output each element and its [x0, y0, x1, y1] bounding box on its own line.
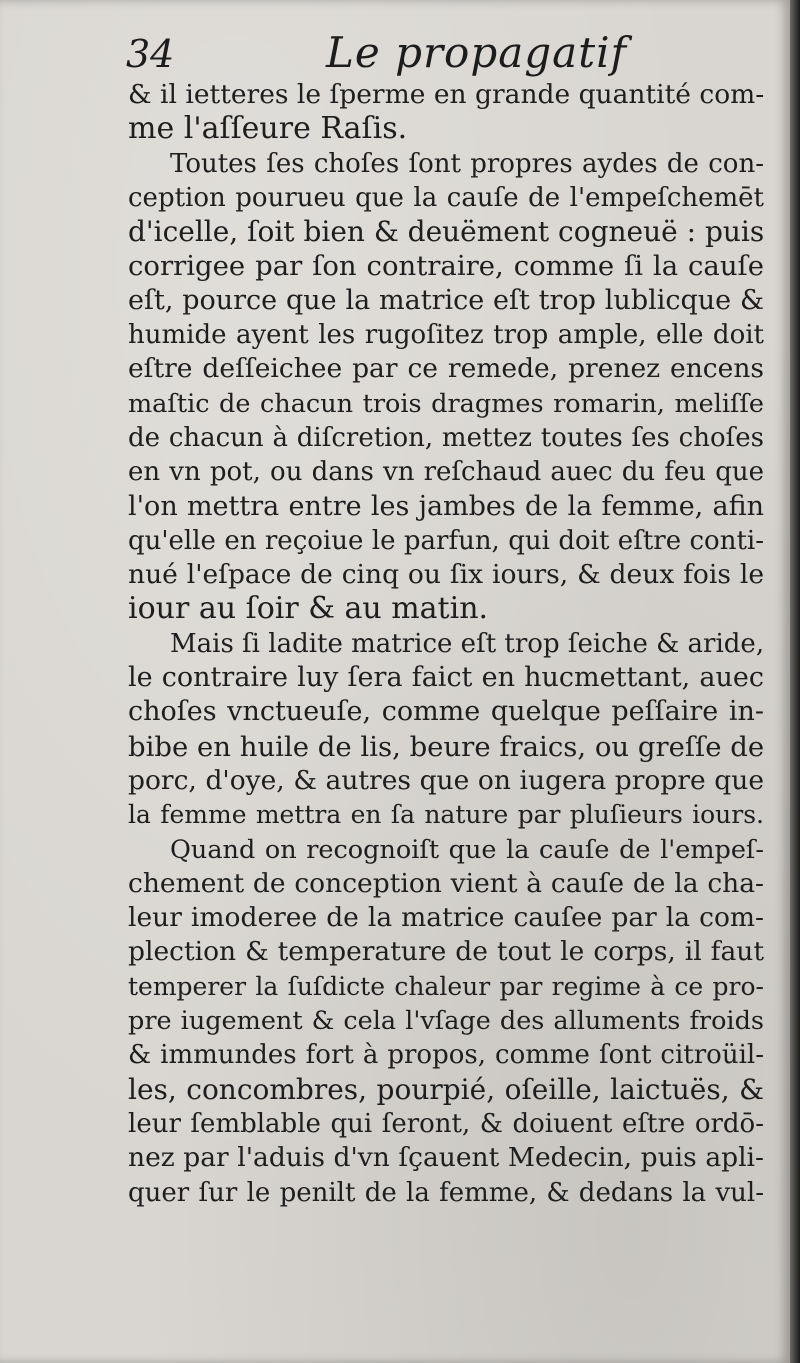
text-line: maſtic de chacun trois dragmes romarin, meliſſe: [128, 388, 764, 419]
text-line: l'on mettra entre les jambes de la femme, afin: [128, 490, 764, 522]
text-line: quer ſur le penilt de la femme, & dedans la vul-: [128, 1177, 764, 1208]
text-line: ception pourueu que la cauſe de l'empeſchemēt: [128, 182, 764, 213]
text-line: choſes vnctueuſe, comme quelque peſſaire in-: [128, 696, 764, 728]
text-line: eſtre deſſeichee par ce remede, prenez encens: [128, 353, 764, 385]
text-line: leur ſemblable qui ſeront, & doiuent eſtre ordō-: [128, 1108, 764, 1139]
text-line: leur imoderee de la matrice cauſee par la com-: [128, 902, 764, 934]
text-line: qu'elle en reçoiue le parfun, qui doit eſtre conti-: [128, 525, 764, 556]
page-number: 34: [126, 32, 175, 76]
text-line: corrigee par ſon contraire, comme ſi la cauſe: [128, 250, 764, 283]
running-title: Le propagatif: [326, 28, 628, 77]
text-line: temperer la ſuſdicte chaleur par regime à ce pro-: [128, 971, 764, 1001]
text-line: la femme mettra en ſa nature par pluſieurs iours.: [128, 800, 764, 830]
text-line: eſt, pource que la matrice eſt trop lublicque &: [128, 284, 764, 316]
text-line: iour au ſoir & au matin.: [128, 592, 489, 627]
text-line: de chacun à diſcretion, mettez toutes ſes choſes: [128, 422, 764, 453]
text-line: me l'aſſeure Raſis.: [128, 112, 408, 147]
text-line: d'icelle, ſoit bien & deuëment cogneuë : puis: [128, 215, 764, 249]
text-line: nué l'eſpace de cinq ou ſix iours, & deux fois le: [128, 559, 764, 591]
text-line: porc, d'oye, & autres que on iugera propre que: [128, 764, 764, 796]
body-text: [128, 78, 764, 1210]
page-edge-shadow: [790, 0, 800, 1363]
text-line: bibe en huile de lis, beure fraics, ou greſſe de: [128, 730, 764, 763]
text-line: Mais ſi ladite matrice eſt trop ſeiche & aride,: [170, 628, 764, 659]
paragraph: [128, 833, 764, 1210]
paragraph: [128, 627, 764, 833]
text-line: plection & temperature de tout le corps, il faut: [128, 936, 764, 968]
text-line: chement de conception vient à cauſe de la cha-: [128, 867, 764, 899]
text-line: en vn pot, ou dans vn reſchaud auec du feu que: [128, 457, 764, 488]
paragraph: [128, 147, 764, 627]
text-line: humide ayent les rugoſitez trop ample, elle doit: [128, 320, 764, 351]
text-line: & il ietteres le ſperme en grande quantité com-: [128, 79, 764, 110]
text-line: nez par l'aduis d'vn ſçauent Medecin, puis apli-: [128, 1142, 764, 1174]
text-line: le contraire luy ſera faict en hucmettant, auec: [128, 662, 764, 694]
text-line: Quand on recognoiſt que la cauſe de l'empeſ-: [170, 834, 764, 865]
text-line: & immundes fort à propos, comme ſont citroüil-: [128, 1040, 764, 1071]
text-line: les, concombres, pourpié, oſeille, laictuës, &: [128, 1072, 764, 1106]
text-line: Toutes ſes choſes ſont propres aydes de con-: [170, 148, 764, 179]
text-line: pre iugement & cela l'vſage des alluments froids: [128, 1006, 764, 1037]
paragraph: [128, 78, 764, 147]
